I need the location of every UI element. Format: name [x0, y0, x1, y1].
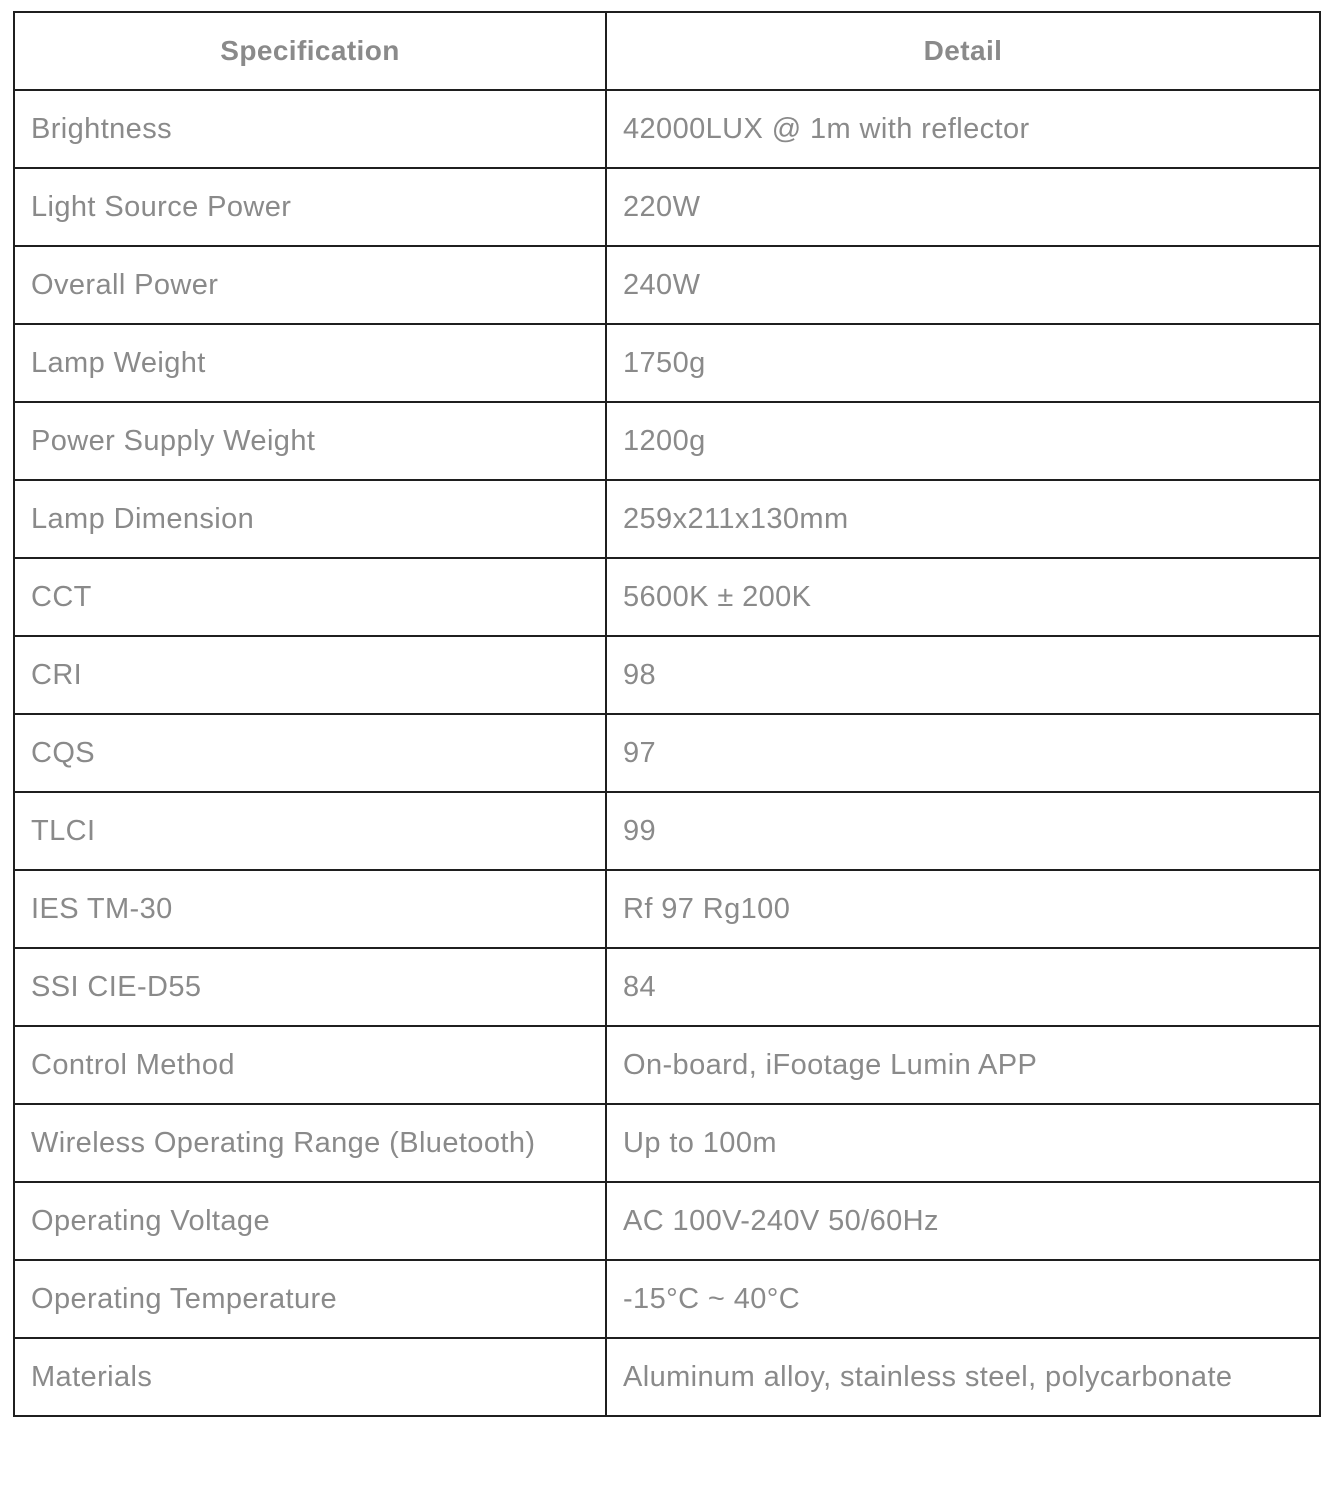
spec-name: Lamp Weight	[14, 324, 606, 402]
spec-detail: 42000LUX @ 1m with reflector	[606, 90, 1320, 168]
table-row	[14, 246, 1320, 324]
spec-detail: AC 100V-240V 50/60Hz	[606, 1182, 1320, 1260]
spec-detail: 84	[606, 948, 1320, 1026]
spec-detail: 240W	[606, 246, 1320, 324]
spec-name: CCT	[14, 558, 606, 636]
table-row	[14, 1260, 1320, 1338]
spec-detail: 98	[606, 636, 1320, 714]
table-row	[14, 402, 1320, 480]
spec-detail: 5600K ± 200K	[606, 558, 1320, 636]
spec-detail: 1200g	[606, 402, 1320, 480]
table-row	[14, 1182, 1320, 1260]
spec-detail: -15°C ~ 40°C	[606, 1260, 1320, 1338]
spec-name: Overall Power	[14, 246, 606, 324]
spec-name: Materials	[14, 1338, 606, 1416]
spec-name: Operating Temperature	[14, 1260, 606, 1338]
spec-name: Control Method	[14, 1026, 606, 1104]
spec-name: CRI	[14, 636, 606, 714]
spec-detail: Rf 97 Rg100	[606, 870, 1320, 948]
spec-name: TLCI	[14, 792, 606, 870]
spec-name: SSI CIE-D55	[14, 948, 606, 1026]
table-row	[14, 948, 1320, 1026]
table-row	[14, 90, 1320, 168]
table-row	[14, 168, 1320, 246]
spec-name: Power Supply Weight	[14, 402, 606, 480]
spec-detail: Aluminum alloy, stainless steel, polycarbonate	[606, 1338, 1320, 1416]
table-header	[14, 12, 1320, 90]
table-row	[14, 558, 1320, 636]
table-body	[14, 90, 1320, 1416]
spec-name: Brightness	[14, 90, 606, 168]
table-row	[14, 714, 1320, 792]
table-row	[14, 1338, 1320, 1416]
table-row	[14, 636, 1320, 714]
header-detail: Detail	[606, 12, 1320, 90]
spec-name: Wireless Operating Range (Bluetooth)	[14, 1104, 606, 1182]
table-row	[14, 324, 1320, 402]
spec-detail: On-board, iFootage Lumin APP	[606, 1026, 1320, 1104]
spec-name: Light Source Power	[14, 168, 606, 246]
spec-name: Operating Voltage	[14, 1182, 606, 1260]
spec-name: CQS	[14, 714, 606, 792]
spec-detail: 97	[606, 714, 1320, 792]
table-row	[14, 870, 1320, 948]
spec-detail: 220W	[606, 168, 1320, 246]
spec-detail: 259x211x130mm	[606, 480, 1320, 558]
table-row	[14, 1026, 1320, 1104]
spec-table	[13, 11, 1321, 1417]
spec-name: IES TM-30	[14, 870, 606, 948]
table-row	[14, 792, 1320, 870]
spec-name: Lamp Dimension	[14, 480, 606, 558]
spec-detail: 99	[606, 792, 1320, 870]
spec-detail: Up to 100m	[606, 1104, 1320, 1182]
spec-detail: 1750g	[606, 324, 1320, 402]
header-row	[14, 12, 1320, 90]
table-row	[14, 480, 1320, 558]
table-row	[14, 1104, 1320, 1182]
header-specification: Specification	[14, 12, 606, 90]
